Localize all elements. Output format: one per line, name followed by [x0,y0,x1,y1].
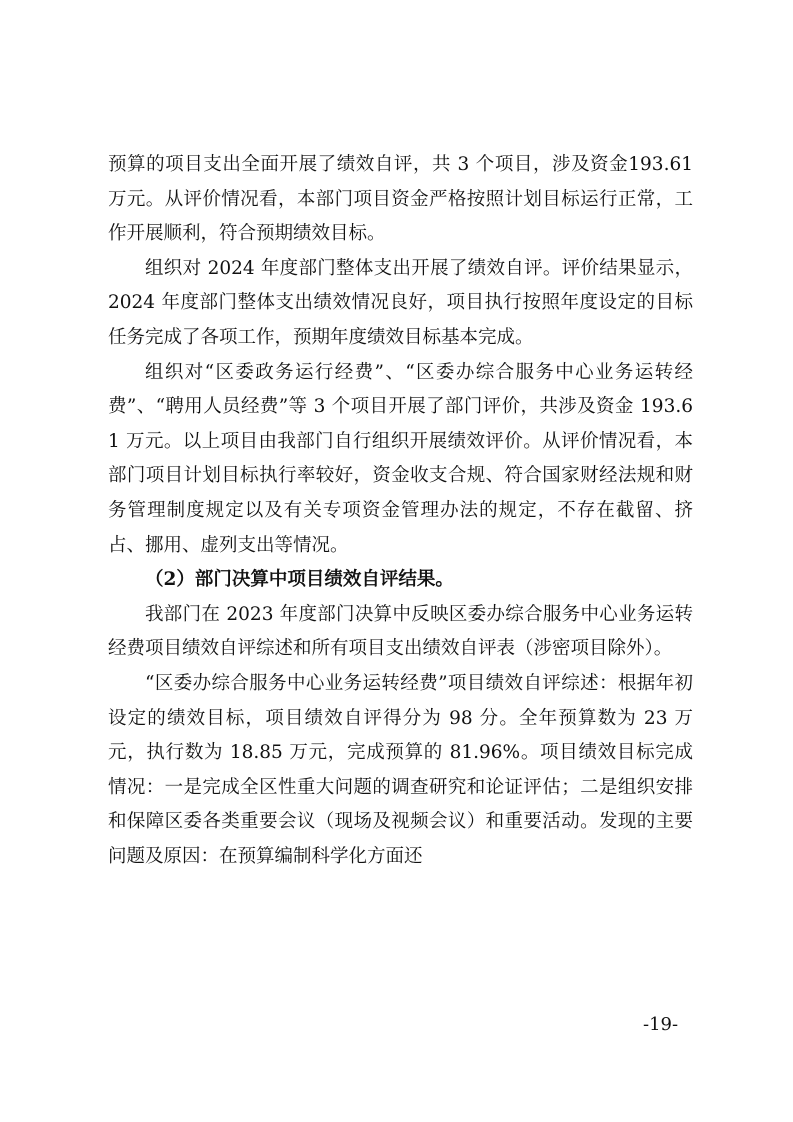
document-body [108,148,693,874]
paragraph-final-accounts: 我部门在 2023 年度部门决算中反映区委办综合服务中心业务运转经费项目绩效自评综述和所有项目支出绩效自评表（涉密项目除外）。 [108,603,693,660]
page-number: -19- [643,1014,679,1035]
paragraph-overall-evaluation: 组织对 2024 年度部门整体支出开展了绩效自评。评价结果显示，2024 年度部门整体支出绩效情况良好，项目执行按照年度设定的目标任务完成了各项工作，预期年度绩效目标基本完成。 [108,257,693,348]
section-heading: （2）部门决算中项目绩效自评结果。 [145,569,454,591]
paragraph-department-evaluation: 组织对“区委政务运行经费”、“区委办综合服务中心业务运转经费”、“聘用人员经费”等 3 个项目开展了部门评价，共涉及资金 193.61 万元。以上项目由我部门自行组织开展绩效评价。从评价情况看，本部门项目计划目标执行率较好，资金收支合规、符合国家财经法规和财务管理制度规定以及有关专项资金管理办法的规定，不存在截留、挤占、挪用、虚列支出等情况。 [108,361,693,556]
paragraph-continued: 预算的项目支出全面开展了绩效自评，共 3 个项目，涉及资金193.61 万元。从评价情况看，本部门项目资金严格按照计划目标运行正常，工作开展顺利，符合预期绩效目标。 [108,154,693,245]
paragraph-project-summary: “区委办综合服务中心业务运转经费”项目绩效自评综述：根据年初设定的绩效目标，项目绩效自评得分为 98 分。全年预算数为 23 万元，执行数为 18.85 万元，完成预算的 81.96%。项目绩效目标完成情况：一是完成全区性重大问题的调查研究和论证评估；二是组织安排和保障区委各类重要会议（现场及视频会议）和重要活动。发现的主要问题及原因：在预算编制科学化方面还 [108,672,693,867]
